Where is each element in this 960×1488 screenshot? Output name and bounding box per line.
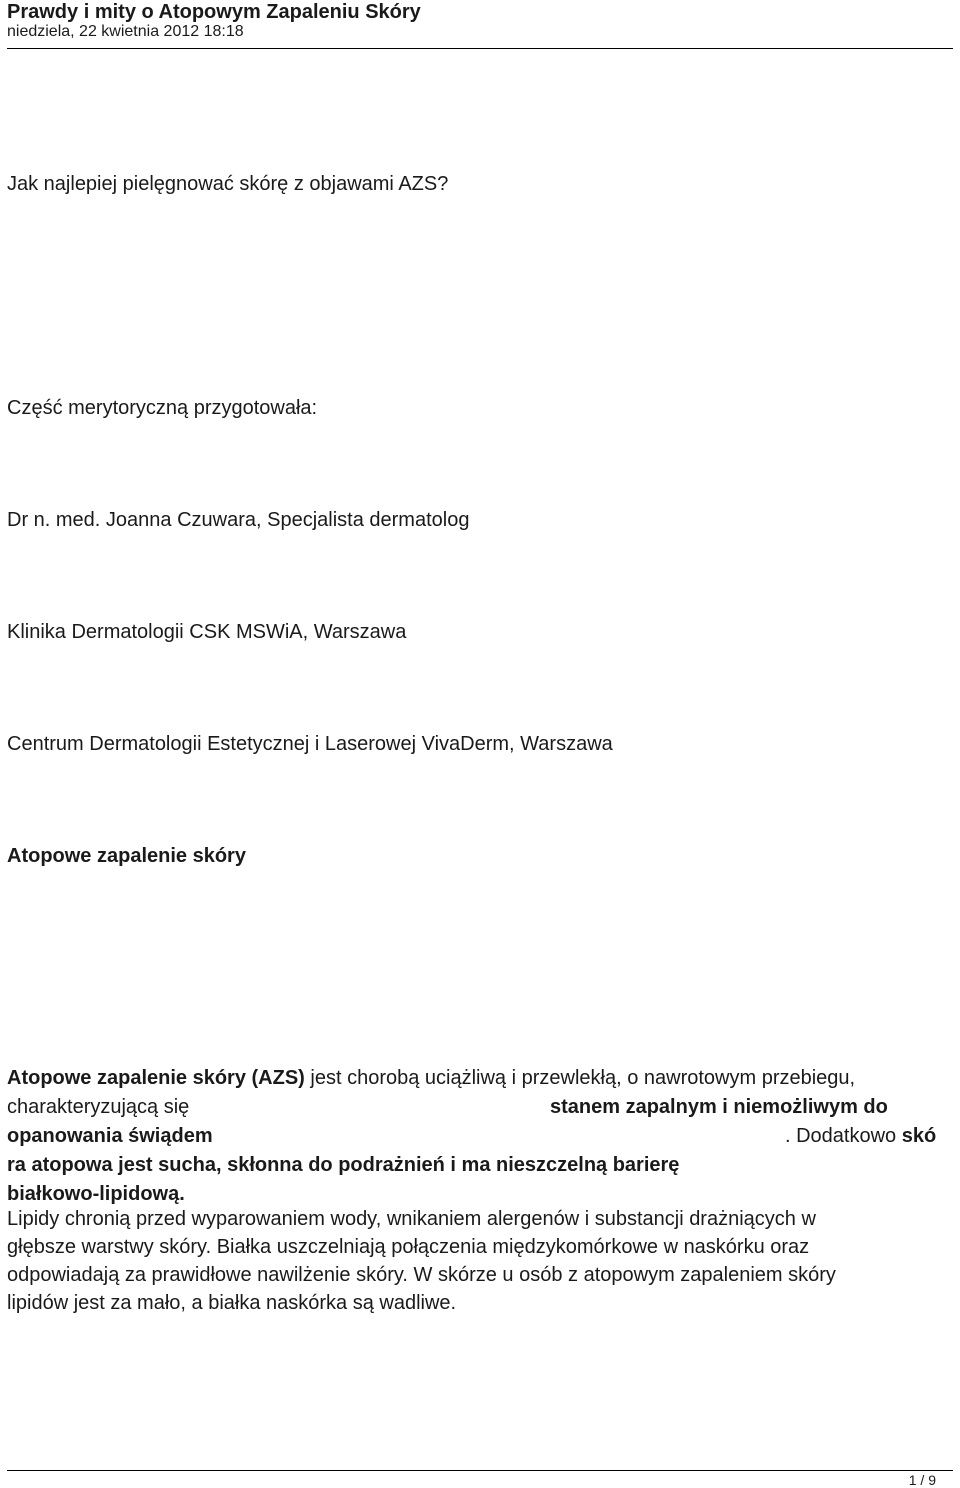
section-heading: Atopowe zapalenie skóry [7,845,246,867]
paragraph-text: jest chorobą uciążliwą i przewlekłą, o nawrotowym przebiegu, [304,1067,856,1089]
paragraph-line-2 [7,1095,189,1119]
azs-term: Atopowe zapalenie skóry (AZS) [7,1067,305,1089]
page-number: 1 / 9 [908,1472,936,1488]
paragraph-line-9: lipidów jest za mało, a białka naskórka są wadliwe. [7,1292,457,1314]
paragraph-line-4: ra atopowa jest sucha, skłonna do podrażnień i ma nieszczelną barierę [7,1154,680,1176]
affiliation-line-1: Klinika Dermatologii CSK MSWiA, Warszawa [7,621,407,643]
paragraph-text: . Dodatkowo [785,1125,902,1147]
document-title: Prawdy i mity o Atopowym Zapaleniu Skóry [7,1,421,23]
author-line: Dr n. med. Joanna Czuwara, Specjalista dermatolog [7,509,470,531]
paragraph-line-2-bold: stanem zapalnym i niemożliwym do [550,1096,888,1118]
paragraph-line-1 [7,1066,855,1090]
document-date: niedziela, 22 kwietnia 2012 18:18 [7,23,244,40]
paragraph-line-7: głębsze warstwy skóry. Białka uszczelniają połączenia międzykomórkowe w naskórku oraz [7,1236,810,1258]
paragraph-text: charakteryzującą się [7,1096,190,1118]
prepared-by-line: Część merytoryczną przygotowała: [7,397,318,419]
header-divider [7,48,953,49]
paragraph-bold-text: skó [901,1125,937,1147]
paragraph-line-5: białkowo-lipidową. [7,1183,185,1205]
affiliation-line-2: Centrum Dermatologii Estetycznej i Laserowej VivaDerm, Warszawa [7,733,613,755]
paragraph-line-6: Lipidy chronią przed wyparowaniem wody, wnikaniem alergenów i substancji drażniących w [7,1208,816,1230]
footer-divider [7,1470,953,1471]
paragraph-line-3-end [785,1124,936,1148]
paragraph-line-3: opanowania świądem [7,1125,213,1147]
question-line: Jak najlepiej pielęgnować skórę z objawami AZS? [7,173,449,195]
paragraph-line-8: odpowiadają za prawidłowe nawilżenie skóry. W skórze u osób z atopowym zapaleniem skóry [7,1264,836,1286]
